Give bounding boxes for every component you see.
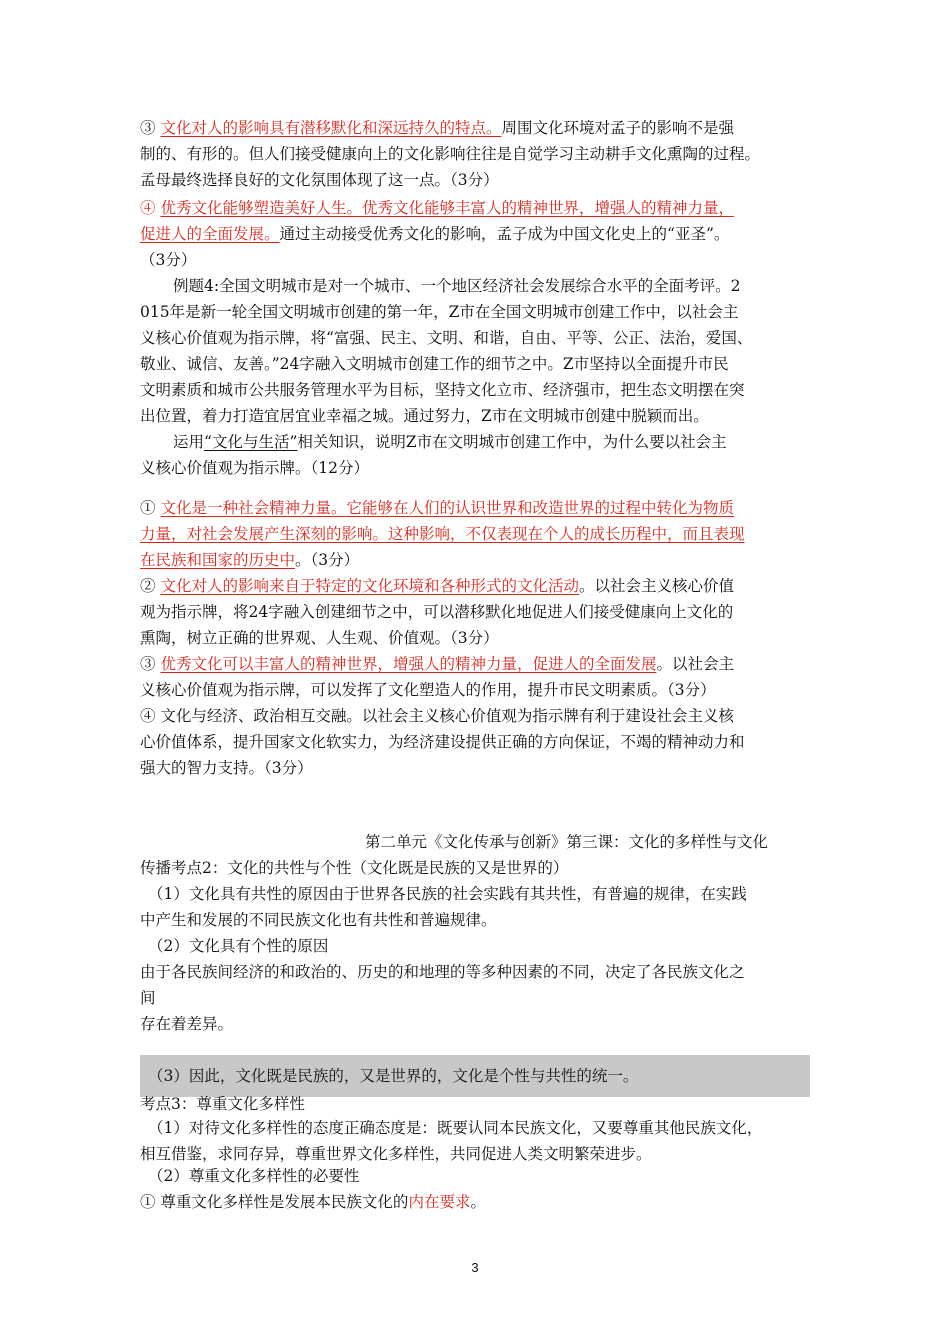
- text-span: ① 尊重文化多样性是发展本民族文化的: [140, 1193, 409, 1211]
- text-line: [140, 960, 820, 984]
- text-span: 。以社会主义核心价值: [578, 577, 734, 595]
- text-span: ③: [140, 655, 161, 673]
- text-span: 传播考点2：文化的共性与个性（文化既是民族的又是世界的）: [140, 859, 569, 877]
- text-line: [140, 496, 820, 520]
- text-span: 考点3：尊重文化多样性: [140, 1095, 305, 1113]
- text-line: [140, 856, 820, 880]
- text-span: ②: [140, 577, 161, 595]
- text-line: [140, 404, 820, 428]
- text-span: 义核心价值观为指示牌，可以发挥了文化塑造人的作用，提升市民文明素质。（3分）: [140, 681, 716, 699]
- text-span: ④ 文化与经济、政治相互交融。以社会主义核心价值观为指示牌有利于建设社会主义核: [140, 707, 734, 725]
- text-line: [140, 378, 820, 402]
- text-line: [140, 548, 820, 572]
- text-span: 中产生和发展的不同民族文化也有共性和普遍规律。: [140, 911, 497, 929]
- text-span: 孟母最终选择良好的文化氛围体现了这一点。（3分）: [140, 171, 499, 189]
- text-span: 由于各民族间经济的和政治的、历史的和地理的等多种因素的不同，决定了各民族文化之: [140, 963, 745, 981]
- text-span: ④: [140, 199, 161, 217]
- text-line: [140, 626, 820, 650]
- text-span: 通过主动接受优秀文化的影响，孟子成为中国文化史上的“亚圣”。: [279, 225, 730, 243]
- text-span: （1）对待文化多样性的态度正确态度是：既要认同本民族文化，又要尊重其他民族文化，: [148, 1119, 763, 1137]
- text-line: [140, 986, 820, 1010]
- page-number: 3: [471, 1260, 479, 1275]
- text-span: 。（3分）: [295, 551, 360, 569]
- text-line: [173, 274, 823, 298]
- text-span: 强大的智力支持。（3分）: [140, 759, 313, 777]
- text-span: 优秀文化可以丰富人的精神世界，增强人的精神力量，促进人的全面发展: [160, 655, 657, 673]
- text-span: （2）文化具有个性的原因: [148, 937, 329, 955]
- text-span: 周围文化环境对孟子的影响不是强: [501, 119, 734, 137]
- text-line: [148, 1116, 828, 1140]
- text-line: [140, 352, 820, 376]
- text-span: 。以社会主: [656, 655, 734, 673]
- text-line: [140, 300, 820, 324]
- text-line: [365, 830, 815, 854]
- text-span: 存在着差异。: [140, 1015, 234, 1033]
- text-line: [140, 1092, 820, 1116]
- text-line: [140, 1190, 820, 1214]
- text-span: 在民族和国家的历史中: [140, 551, 296, 569]
- text-span: 义核心价值观为指示牌，将“富强、民主、文明、和谐，自由、平等、公正、法治，爱国、: [140, 329, 753, 347]
- text-span: 心价值体系，提升国家文化软实力，为经济建设提供正确的方向保证，不竭的精神动力和: [140, 733, 745, 751]
- text-span: ③: [140, 119, 161, 137]
- text-line: [140, 326, 820, 350]
- text-line: [173, 430, 823, 454]
- text-line: [140, 652, 820, 676]
- text-line: [148, 1164, 828, 1188]
- text-line: [148, 882, 828, 906]
- text-line: [140, 704, 820, 728]
- text-span: 熏陶，树立正确的世界观、人生观、价值观。（3分）: [140, 629, 499, 647]
- text-span: 文化对人的影响来自于特定的文化环境和各种形式的文化活动: [160, 577, 579, 595]
- text-line: [140, 116, 820, 140]
- text-span: 相关知识，说明Z市在文明城市创建工作中，为什么要以社会主: [297, 433, 727, 451]
- text-span: 力量，对社会发展产生深刻的影响。这种影响，不仅表现在个人的成长历程中，而且表现: [140, 525, 745, 543]
- text-span: （3）因此，文化既是民族的，又是世界的，文化是个性与共性的统一。: [148, 1067, 639, 1085]
- text-line: [148, 1064, 828, 1088]
- text-line: [140, 456, 820, 480]
- text-span: 制的、有形的。但人们接受健康向上的文化影响往往是自觉学习主动耕手文化熏陶的过程。: [140, 145, 761, 163]
- text-line: [140, 168, 820, 192]
- text-line: [140, 522, 820, 546]
- text-line: [140, 756, 820, 780]
- text-line: [140, 600, 820, 624]
- text-span: 观为指示牌，将24字融入创建细节之中，可以潜移默化地促进人们接受健康向上文化的: [140, 603, 734, 621]
- text-span: 出位置，着力打造宜居宜业幸福之城。通过努力，Z市在文明城市创建中脱颖而出。: [140, 407, 709, 425]
- text-span: 文明素质和城市公共服务管理水平为目标，坚持文化立市、经济强市，把生态文明摆在突: [140, 381, 745, 399]
- text-line: [140, 142, 820, 166]
- text-span: 敬业、诚信、友善。”24字融入文明城市创建工作的细节之中。Z市坚持以全面提升市民: [140, 355, 729, 373]
- text-span: 例题4:全国文明城市是对一个城市、一个地区经济社会发展综合水平的全面考评。2: [173, 277, 741, 295]
- text-span: 文化是一种社会精神力量。它能够在人们的认识世界和改造世界的过程中转化为物质: [160, 499, 734, 517]
- text-span: 文化对人的影响具有潜移默化和深远持久的特点。: [160, 119, 502, 137]
- text-line: [140, 1012, 820, 1036]
- text-span: 运用: [173, 433, 205, 451]
- text-span: 义核心价值观为指示牌。（12分）: [140, 459, 369, 477]
- text-line: [140, 730, 820, 754]
- text-span: “文化与生活”: [204, 433, 298, 451]
- text-line: [140, 908, 820, 932]
- text-line: [140, 222, 820, 246]
- text-line: [140, 1142, 820, 1166]
- text-span: 。: [470, 1193, 486, 1211]
- text-span: （3分）: [140, 251, 197, 269]
- text-line: [140, 248, 820, 272]
- text-line: [148, 934, 828, 958]
- text-span: ①: [140, 499, 161, 517]
- text-span: 促进人的全面发展。: [140, 225, 280, 243]
- text-span: （1）文化具有共性的原因由于世界各民族的社会实践有其共性，有普遍的规律，在实践: [148, 885, 747, 903]
- text-span: 内在要求: [408, 1193, 471, 1211]
- text-line: [140, 574, 820, 598]
- text-span: （2）尊重文化多样性的必要性: [148, 1167, 360, 1185]
- text-span: 015年是新一轮全国文明城市创建的第一年，Z市在全国文明城市创建工作中，以社会主: [140, 303, 739, 321]
- text-line: [140, 678, 820, 702]
- text-span: 间: [140, 989, 156, 1007]
- text-span: 第二单元《文化传承与创新》第三课：文化的多样性与文化: [365, 833, 769, 851]
- text-span: 优秀文化能够塑造美好人生。优秀文化能够丰富人的精神世界，增强人的精神力量，: [160, 199, 734, 217]
- text-span: 相互借鉴，求同存异，尊重世界文化多样性，共同促进人类文明繁荣进步。: [140, 1145, 652, 1163]
- text-line: [140, 196, 820, 220]
